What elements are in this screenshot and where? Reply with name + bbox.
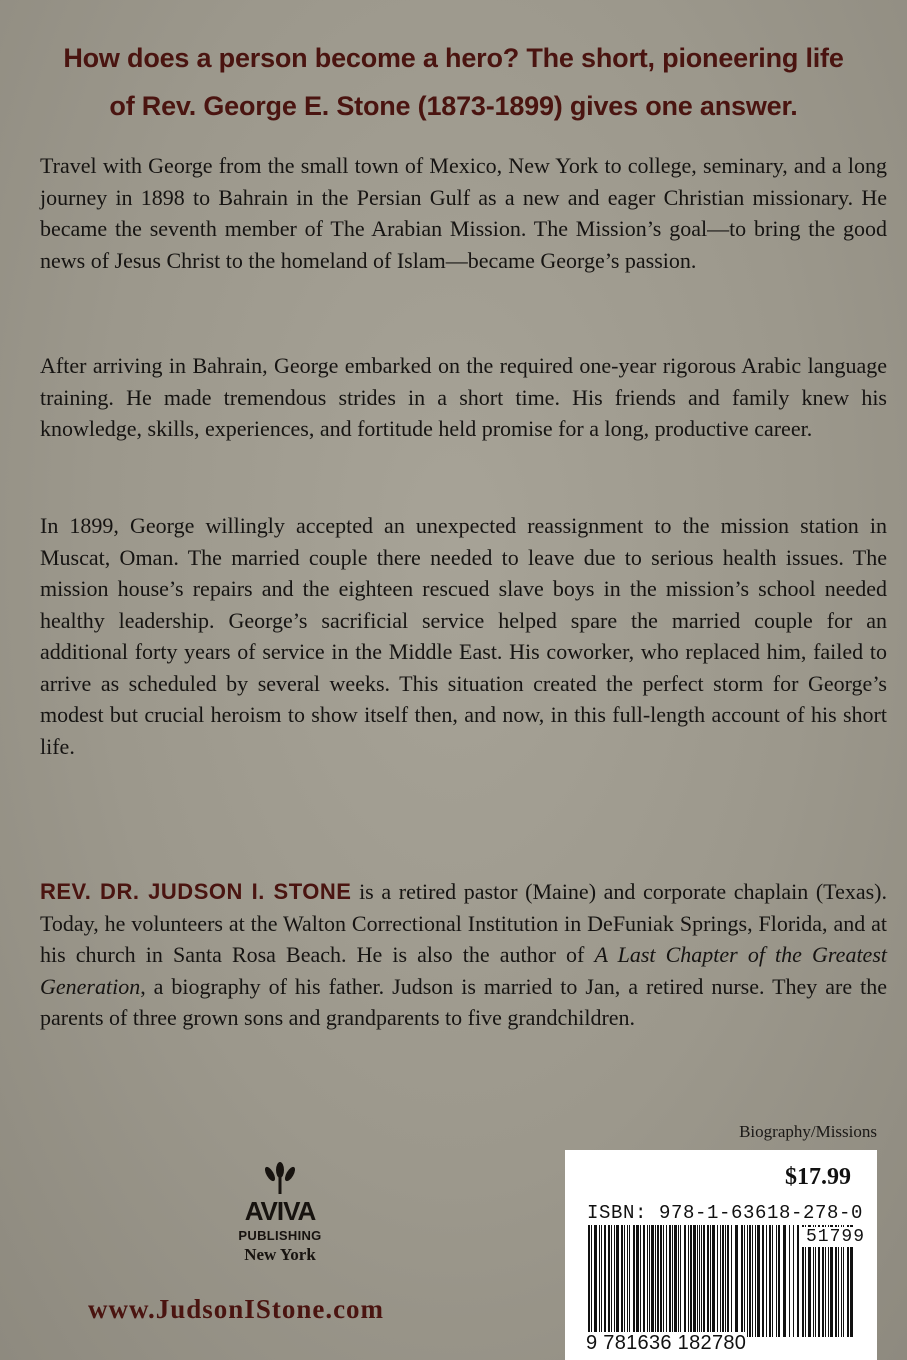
barcode-bar: [762, 1225, 764, 1337]
barcode-bar: [752, 1225, 753, 1337]
barcode-bar: [778, 1225, 780, 1337]
barcode-bar: [604, 1225, 606, 1337]
barcode-bar: [755, 1225, 756, 1337]
barcode-bar: [712, 1225, 715, 1337]
barcode-bar: [666, 1225, 667, 1337]
barcode-bar: [614, 1225, 615, 1337]
barcode-bar: [797, 1225, 799, 1337]
barcode-bar: [621, 1225, 623, 1337]
barcode-bar: [731, 1225, 732, 1337]
barcode-bar: [624, 1225, 625, 1337]
barcode-bar: [741, 1225, 743, 1337]
barcode-bar: [672, 1225, 673, 1337]
barcode-bar: [660, 1225, 662, 1337]
barcode-bar: [674, 1225, 677, 1337]
barcode-bar: [649, 1225, 650, 1337]
barcode-bar: [699, 1225, 700, 1337]
barcode-bar: [663, 1225, 664, 1337]
publisher-city: New York: [244, 1245, 316, 1264]
publisher-logo-text: AVIVA: [244, 1196, 316, 1226]
price-label: $17.99: [785, 1164, 851, 1190]
barcode-bar: [591, 1225, 592, 1337]
barcode-bar: [793, 1225, 794, 1337]
barcode-bar: [657, 1225, 659, 1337]
barcode-bar: [643, 1225, 645, 1337]
barcode-box: [565, 1150, 877, 1360]
headline: [30, 34, 877, 130]
publisher-block: [212, 1160, 348, 1265]
author-bio: [40, 876, 887, 1034]
barcode-bar: [684, 1225, 686, 1337]
barcode-bar: [744, 1225, 745, 1337]
author-bio-text-2: , a biography of his father. Judson is married to Jan, a retired nurse. They are the parents of three grown sons and grandparents to five grandchildren.: [40, 973, 887, 1030]
barcode-bar: [678, 1225, 679, 1337]
barcode-bar: [616, 1225, 619, 1337]
barcode-bar: [693, 1225, 696, 1337]
barcode-bar: [769, 1225, 771, 1337]
barcode-bar: [722, 1225, 724, 1337]
barcode-bar: [747, 1225, 748, 1337]
barcode-bar: [720, 1225, 721, 1337]
barcode-bar: [594, 1225, 597, 1337]
barcode-bar: [772, 1225, 773, 1337]
barcode-bar: [655, 1225, 656, 1337]
barcode-bar: [690, 1225, 692, 1337]
barcode-bar: [636, 1225, 639, 1337]
barcode-bar: [601, 1225, 602, 1337]
author-name: REV. DR. JUDSON I. STONE: [40, 879, 352, 904]
publisher-name: PUBLISHING: [238, 1228, 322, 1243]
author-book-title: A Last Chapter of the Greatest Generation: [40, 942, 887, 999]
barcode-bar: [669, 1225, 671, 1337]
barcode-bar: [633, 1225, 635, 1337]
barcode-bar: [588, 1225, 590, 1337]
barcode-bar: [703, 1225, 705, 1337]
headline-line-1: How does a person become a hero? The short, pioneering life: [63, 43, 844, 73]
category-label: Biography/Missions: [739, 1122, 877, 1141]
publisher-logo: [232, 1160, 328, 1228]
blurb-paragraph-3: In 1899, George willingly accepted an unexpected reassignment to the mission station in Muscat, Oman. The married couple there needed to leave due to serious health issues. The mission house’s repairs and the eighteen rescued slave boys in the mission’s school needed healthy leadership. George’s sacrificial service helped spare the married couple for an additional forty years of service in the Middle East. His coworker, who replaced him, failed to arrive as scheduled by several weeks. This situation created the perfect storm for George’s modest but crucial heroism to show itself then, and now, in this full-length account of his short life.: [40, 513, 887, 759]
barcode-bar: [717, 1225, 718, 1337]
barcode-bar: [651, 1225, 654, 1337]
barcode-bar: [608, 1225, 610, 1337]
barcode-bar: [599, 1225, 600, 1337]
barcode-bar: [707, 1225, 709, 1337]
barcode-bar: [749, 1225, 751, 1337]
blurb-paragraph-1: Travel with George from the small town of Mexico, New York to college, seminary, and a long journey in 1898 to Bahrain in the Persian Gulf as a new and eager Christian missionary. He became the seventh member of The Arabian Mission. The Mission’s goal—to bring the good news of Jesus Christ to the homeland of Islam—became George’s passion.: [40, 153, 887, 273]
barcode-addon: 51799: [802, 1227, 869, 1247]
barcode-bar: [766, 1225, 767, 1337]
barcode-bar: [697, 1225, 698, 1337]
barcode-bar: [647, 1225, 648, 1337]
barcode-bar: [727, 1225, 729, 1337]
barcode-bar: [640, 1225, 641, 1337]
barcode-bar: [611, 1225, 612, 1337]
barcode-bar: [629, 1225, 630, 1337]
barcode-bar: [776, 1225, 777, 1337]
author-bio-text-1: is a retired pastor (Maine) and corporate chaplain (Texas). Today, he volunteers at the Walton Correctional Institution in DeFuniak Springs, Florida, and at his church in Santa Rosa Beach. He is also the author of: [40, 879, 887, 967]
barcode-bar: [627, 1225, 628, 1337]
blurb-paragraph-2: After arriving in Bahrain, George embarked on the required one-year rigorous Arabic language training. He made tremendous strides in a short time. His friends and family knew his knowledge, skills, experiences, and fortitude held promise for a long, productive career.: [40, 353, 887, 441]
barcode-bar: [735, 1225, 738, 1337]
barcode-bar: [789, 1225, 790, 1337]
barcode-bar: [701, 1225, 702, 1337]
barcode-bar: [688, 1225, 689, 1337]
barcode-bar: [710, 1225, 711, 1337]
barcode-bar: [757, 1225, 760, 1337]
barcode-bar: [725, 1225, 726, 1337]
headline-line-2: of Rev. George E. Stone (1873-1899) gives one answer.: [109, 91, 798, 121]
website-url: www.JudsonIStone.com: [88, 1294, 385, 1324]
isbn-label: ISBN: 978-1-63618-278-0: [587, 1202, 864, 1224]
barcode-bar: [680, 1225, 681, 1337]
barcode-bar: [783, 1225, 786, 1337]
barcode-digits: 9 781636 182780: [586, 1332, 747, 1354]
